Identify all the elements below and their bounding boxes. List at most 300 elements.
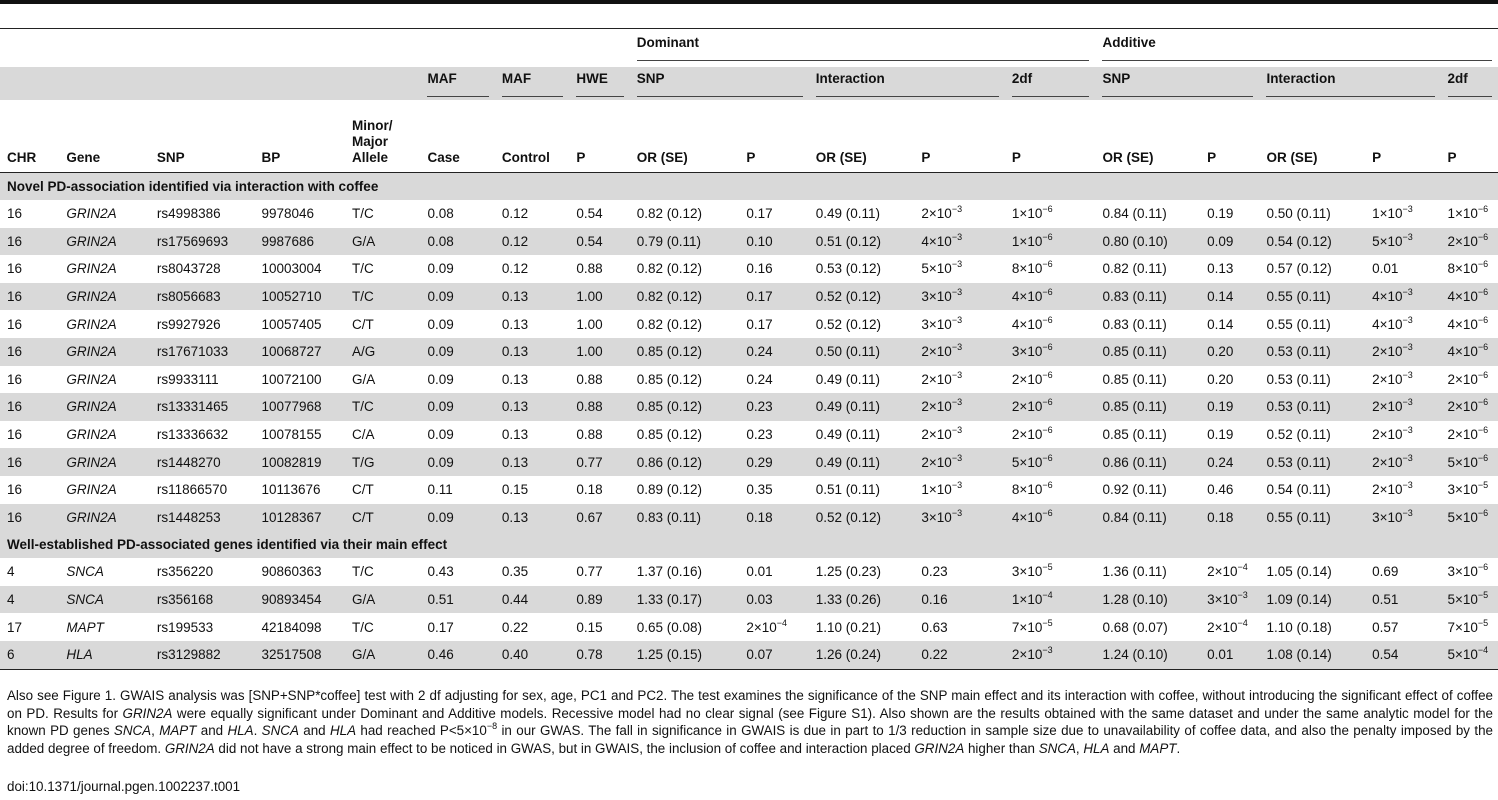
table-cell: 16 xyxy=(0,228,59,256)
table-cell: 0.01 xyxy=(1200,641,1259,669)
table-cell: 0.50 (0.11) xyxy=(1259,200,1365,228)
exponent: −3 xyxy=(1237,590,1248,601)
table-cell: T/C xyxy=(345,255,420,283)
table-cell: GRIN2A xyxy=(59,504,150,532)
table-cell: T/C xyxy=(345,558,420,586)
table-cell: $1\times 10^{-3}$ xyxy=(1365,200,1440,228)
table-cell: T/C xyxy=(345,613,420,641)
table-cell: 0.17 xyxy=(739,200,808,228)
table-cell: 0.11 xyxy=(420,476,494,504)
table-cell: 0.46 xyxy=(420,641,494,669)
table-row xyxy=(0,613,1498,641)
table-cell: C/A xyxy=(345,421,420,449)
table-cell: T/G xyxy=(345,448,420,476)
table-cell: 0.82 (0.11) xyxy=(1095,255,1200,283)
exponent: −4 xyxy=(1237,562,1248,573)
col-maf-case: Case xyxy=(427,150,460,165)
table-cell: $2\times 10^{-3}$ xyxy=(1365,476,1440,504)
table-cell: $2\times 10^{-3}$ xyxy=(1005,641,1096,669)
exponent: −6 xyxy=(1477,369,1489,380)
table-row xyxy=(0,393,1498,421)
table-cell: 1.00 xyxy=(569,338,629,366)
hdr-dominant-interaction: Interaction xyxy=(809,67,1005,100)
table-cell: $2\times 10^{-3}$ xyxy=(914,448,1005,476)
col-gene: Gene xyxy=(66,150,101,165)
table-cell: $4\times 10^{-6}$ xyxy=(1005,504,1096,532)
exponent: −3 xyxy=(951,507,963,518)
exponent: −5 xyxy=(1042,617,1053,628)
table-cell: 9978046 xyxy=(255,200,346,228)
table-cell: $3\times 10^{-3}$ xyxy=(914,310,1005,338)
table-cell: 10128367 xyxy=(255,504,346,532)
table-cell: 16 xyxy=(0,448,59,476)
exponent: −6 xyxy=(1042,231,1053,242)
exponent: −6 xyxy=(1477,397,1489,408)
table-cell: 16 xyxy=(0,255,59,283)
table-cell: $3\times 10^{-5}$ xyxy=(1441,476,1498,504)
table-cell: 1.10 (0.21) xyxy=(809,613,915,641)
table-cell: 0.54 xyxy=(1365,641,1440,669)
col-allele: Minor/ Major Allele xyxy=(352,118,393,165)
table-cell: G/A xyxy=(345,586,420,614)
table-cell: 0.18 xyxy=(739,504,808,532)
table-cell: rs8056683 xyxy=(150,283,255,311)
exponent: −3 xyxy=(951,369,963,380)
exponent: −6 xyxy=(1042,507,1053,518)
hdr-additive-interaction: Interaction xyxy=(1259,67,1440,100)
exponent: −4 xyxy=(776,617,788,628)
table-cell: 1.33 (0.26) xyxy=(809,586,915,614)
hdr-maf-2: MAF xyxy=(495,67,569,100)
table-cell: $2\times 10^{-4}$ xyxy=(739,613,808,641)
table-cell: 0.15 xyxy=(569,613,629,641)
table-cell: 16 xyxy=(0,366,59,394)
table-row xyxy=(0,504,1498,532)
table-cell: $3\times 10^{-3}$ xyxy=(914,504,1005,532)
table-cell: 1.08 (0.14) xyxy=(1259,641,1365,669)
exponent: −6 xyxy=(1042,259,1053,270)
table-cell: 0.29 xyxy=(739,448,808,476)
table-cell: GRIN2A xyxy=(59,200,150,228)
table-cell: 1.10 (0.18) xyxy=(1259,613,1365,641)
table-cell: 16 xyxy=(0,504,59,532)
table-cell: 0.85 (0.11) xyxy=(1095,421,1200,449)
exponent: −6 xyxy=(1477,507,1489,518)
table-cell: 0.80 (0.10) xyxy=(1095,228,1200,256)
table-cell: rs1448253 xyxy=(150,504,255,532)
section-heading: Novel PD-association identified via interaction with coffee xyxy=(0,173,1498,201)
table-cell: 10077968 xyxy=(255,393,346,421)
table-cell: 0.86 (0.11) xyxy=(1095,448,1200,476)
exponent: −6 xyxy=(1477,342,1489,353)
table-cell: 0.16 xyxy=(914,586,1005,614)
table-cell: rs17569693 xyxy=(150,228,255,256)
table-cell: 0.85 (0.12) xyxy=(630,393,740,421)
exponent: −6 xyxy=(1042,204,1053,215)
table-cell: $2\times 10^{-4}$ xyxy=(1200,613,1259,641)
table-cell: 0.85 (0.12) xyxy=(630,338,740,366)
exponent: −6 xyxy=(1042,369,1053,380)
table-cell: 0.49 (0.11) xyxy=(809,448,915,476)
table-cell: 0.46 xyxy=(1200,476,1259,504)
table-cell: 0.52 (0.11) xyxy=(1259,421,1365,449)
table-cell: 1.33 (0.17) xyxy=(630,586,740,614)
table-cell: $2\times 10^{-3}$ xyxy=(914,421,1005,449)
table-cell: $2\times 10^{-6}$ xyxy=(1005,366,1096,394)
hdr-dominant-snp: SNP xyxy=(630,67,809,100)
table-cell: 0.85 (0.11) xyxy=(1095,366,1200,394)
table-cell: 0.22 xyxy=(914,641,1005,669)
exponent: −3 xyxy=(1402,507,1413,518)
table-cell: $4\times 10^{-3}$ xyxy=(1365,283,1440,311)
table-cell: 0.82 (0.12) xyxy=(630,283,740,311)
table-cell: $2\times 10^{-3}$ xyxy=(1365,421,1440,449)
exponent: −6 xyxy=(1042,287,1053,298)
col-maf-control: Control xyxy=(501,150,550,165)
table-cell: $5\times 10^{-3}$ xyxy=(1365,228,1440,256)
table-cell: 16 xyxy=(0,310,59,338)
table-cell: 16 xyxy=(0,338,59,366)
exponent: −3 xyxy=(951,452,963,463)
table-cell: 0.13 xyxy=(1200,255,1259,283)
table-cell: C/T xyxy=(345,476,420,504)
table-cell: 0.19 xyxy=(1200,421,1259,449)
table-cell: 0.53 (0.12) xyxy=(809,255,915,283)
table-cell: GRIN2A xyxy=(59,283,150,311)
table-cell: 0.13 xyxy=(495,283,569,311)
table-cell: 0.83 (0.11) xyxy=(630,504,740,532)
exponent: −3 xyxy=(1402,231,1413,242)
table-row xyxy=(0,641,1498,669)
table-cell: rs11866570 xyxy=(150,476,255,504)
table-cell: G/A xyxy=(345,641,420,669)
table-cell: 0.55 (0.11) xyxy=(1259,283,1365,311)
table-cell: 0.67 xyxy=(569,504,629,532)
table-cell: 0.23 xyxy=(739,421,808,449)
table-cell: rs13331465 xyxy=(150,393,255,421)
table-cell: $1\times 10^{-3}$ xyxy=(914,476,1005,504)
exponent: −5 xyxy=(1042,562,1053,573)
table-cell: rs3129882 xyxy=(150,641,255,669)
table-cell: $4\times 10^{-6}$ xyxy=(1005,310,1096,338)
table-cell: 0.77 xyxy=(569,558,629,586)
table-cell: 0.35 xyxy=(739,476,808,504)
table-row xyxy=(0,586,1498,614)
table-cell: 42184098 xyxy=(255,613,346,641)
table-cell: 0.77 xyxy=(569,448,629,476)
hdr-additive-snp: SNP xyxy=(1095,67,1259,100)
table-cell: $1\times 10^{-6}$ xyxy=(1005,200,1096,228)
exponent: −6 xyxy=(1042,314,1053,325)
table-cell: 0.51 (0.11) xyxy=(809,476,915,504)
exponent: −3 xyxy=(1402,369,1413,380)
table-cell: 0.13 xyxy=(495,448,569,476)
table-cell: $2\times 10^{-3}$ xyxy=(1365,448,1440,476)
table-cell: 0.15 xyxy=(495,476,569,504)
table-cell: 0.13 xyxy=(495,504,569,532)
table-cell: 0.92 (0.11) xyxy=(1095,476,1200,504)
table-cell: 10057405 xyxy=(255,310,346,338)
table-cell: rs356220 xyxy=(150,558,255,586)
table-cell: 0.09 xyxy=(420,366,494,394)
table-cell: T/C xyxy=(345,283,420,311)
table-cell: 0.88 xyxy=(569,393,629,421)
exponent: −3 xyxy=(1402,287,1413,298)
hdr-additive-2df: 2df xyxy=(1441,67,1498,100)
table-cell: 0.09 xyxy=(420,310,494,338)
table-cell: 1.26 (0.24) xyxy=(809,641,915,669)
table-cell: $4\times 10^{-3}$ xyxy=(1365,310,1440,338)
table-cell: $2\times 10^{-4}$ xyxy=(1200,558,1259,586)
exponent: −3 xyxy=(1402,480,1413,491)
table-row xyxy=(0,448,1498,476)
table-row xyxy=(0,421,1498,449)
table-cell: $2\times 10^{-3}$ xyxy=(914,338,1005,366)
table-cell: 0.88 xyxy=(569,421,629,449)
exponent: −6 xyxy=(1042,425,1053,436)
table-cell: $7\times 10^{-5}$ xyxy=(1441,613,1498,641)
table-cell: 0.20 xyxy=(1200,338,1259,366)
table-cell: 0.40 xyxy=(495,641,569,669)
exponent: −4 xyxy=(1237,617,1248,628)
exponent: −3 xyxy=(1402,204,1413,215)
table-cell: 16 xyxy=(0,476,59,504)
exponent: −6 xyxy=(1042,397,1053,408)
table-cell: 0.55 (0.11) xyxy=(1259,310,1365,338)
table-cell: 0.09 xyxy=(420,255,494,283)
table-cell: 0.09 xyxy=(420,393,494,421)
table-cell: 10003004 xyxy=(255,255,346,283)
table-cell: 0.83 (0.11) xyxy=(1095,283,1200,311)
table-cell: 0.09 xyxy=(420,338,494,366)
exponent: −6 xyxy=(1477,314,1489,325)
results-table xyxy=(0,28,1498,670)
table-row xyxy=(0,283,1498,311)
table-cell: $5\times 10^{-6}$ xyxy=(1005,448,1096,476)
table-cell: 0.82 (0.12) xyxy=(630,310,740,338)
table-cell: 0.86 (0.12) xyxy=(630,448,740,476)
table-cell: 0.23 xyxy=(739,393,808,421)
table-cell: $8\times 10^{-6}$ xyxy=(1005,476,1096,504)
table-cell: $2\times 10^{-6}$ xyxy=(1441,228,1498,256)
table-cell: 0.24 xyxy=(739,338,808,366)
exponent: −3 xyxy=(951,287,963,298)
table-row xyxy=(0,338,1498,366)
table-row xyxy=(0,200,1498,228)
table-cell: 0.20 xyxy=(1200,366,1259,394)
table-cell: 0.19 xyxy=(1200,393,1259,421)
table-cell: 0.14 xyxy=(1200,310,1259,338)
table-cell: 0.24 xyxy=(739,366,808,394)
group-additive: Additive xyxy=(1095,29,1498,68)
table-cell: 0.23 xyxy=(914,558,1005,586)
table-row xyxy=(0,228,1498,256)
table-cell: 10052710 xyxy=(255,283,346,311)
exponent: −3 xyxy=(951,397,963,408)
table-body xyxy=(0,173,1498,670)
table-cell: SNCA xyxy=(59,586,150,614)
exponent: −6 xyxy=(1477,259,1489,270)
table-cell: GRIN2A xyxy=(59,366,150,394)
top-rule xyxy=(0,0,1498,4)
table-cell: 0.79 (0.11) xyxy=(630,228,740,256)
table-cell: 0.54 (0.12) xyxy=(1259,228,1365,256)
exponent: −3 xyxy=(951,425,963,436)
table-cell: 0.52 (0.12) xyxy=(809,504,915,532)
table-cell: 4 xyxy=(0,558,59,586)
table-cell: 0.49 (0.11) xyxy=(809,366,915,394)
table-cell: 0.03 xyxy=(739,586,808,614)
table-cell: 10082819 xyxy=(255,448,346,476)
exponent: −3 xyxy=(951,314,963,325)
table-cell: 0.07 xyxy=(739,641,808,669)
table-cell: 0.14 xyxy=(1200,283,1259,311)
table-cell: 0.18 xyxy=(569,476,629,504)
exponent: −6 xyxy=(1477,452,1489,463)
table-cell: 0.09 xyxy=(420,504,494,532)
exponent: −3 xyxy=(1402,452,1413,463)
table-cell: rs356168 xyxy=(150,586,255,614)
table-cell: 9987686 xyxy=(255,228,346,256)
table-cell: $5\times 10^{-3}$ xyxy=(914,255,1005,283)
table-cell: 0.84 (0.11) xyxy=(1095,200,1200,228)
section-heading-row xyxy=(0,531,1498,558)
table-footnote: Also see Figure 1. GWAIS analysis was [SNP+SNP*coffee] test with 2 df adjusting for sex, age, PC1 and PC2. The test examines the significance of the SNP main effect and its interaction with coffee, without introducing the significant effect of coffee on PD. Results for GRIN2A were equally significant under Dominant and Additive models. Recessive model had no clear signal (see Figure S1). Also shown are the results obtained with the same dataset and under the same analytic model for the known PD genes SNCA, MAPT and HLA. SNCA and HLA had reached $P<5\times 10^{-8}$ in our GWAS. The fall in significance in GWAIS is due in part to 1/3 reduction in sample size due to unavailability of coffee data, and also the penalty imposed by the added degree of freedom. GRIN2A did not have a strong main effect to be noticed in GWAS, but in GWAIS, the inclusion of coffee and interaction placed GRIN2A higher than SNCA, HLA and MAPT. xyxy=(7,688,1493,756)
table-cell: 1.28 (0.10) xyxy=(1095,586,1200,614)
table-cell: 1.05 (0.14) xyxy=(1259,558,1365,586)
exponent: −3 xyxy=(951,259,963,270)
exponent: −5 xyxy=(1477,590,1489,601)
table-cell: $8\times 10^{-6}$ xyxy=(1005,255,1096,283)
table-cell: 0.18 xyxy=(1200,504,1259,532)
table-cell: 0.52 (0.12) xyxy=(809,283,915,311)
table-cell: GRIN2A xyxy=(59,310,150,338)
table-cell: 0.88 xyxy=(569,255,629,283)
table-cell: 1.37 (0.16) xyxy=(630,558,740,586)
col-dom-snp-p: P xyxy=(746,150,756,165)
exponent: −3 xyxy=(951,204,963,215)
exponent: −3 xyxy=(1402,397,1413,408)
header-row-groups xyxy=(0,29,1498,68)
table-cell: $2\times 10^{-3}$ xyxy=(914,366,1005,394)
table-cell: 10113676 xyxy=(255,476,346,504)
table-cell: 0.01 xyxy=(739,558,808,586)
table-cell: 16 xyxy=(0,393,59,421)
table-cell: 0.54 xyxy=(569,228,629,256)
table-cell: 0.83 (0.11) xyxy=(1095,310,1200,338)
col-dom-int-p: P xyxy=(921,150,931,165)
table-cell: 0.88 xyxy=(569,366,629,394)
exponent: −6 xyxy=(1477,562,1489,573)
table-cell: A/G xyxy=(345,338,420,366)
table-cell: $2\times 10^{-3}$ xyxy=(1365,393,1440,421)
exponent: −3 xyxy=(951,231,963,242)
table-cell: 1.00 xyxy=(569,283,629,311)
exponent: −6 xyxy=(1477,425,1489,436)
section-heading-row xyxy=(0,173,1498,201)
exponent: −3 xyxy=(1042,645,1053,656)
table-cell: 32517508 xyxy=(255,641,346,669)
table-cell: T/C xyxy=(345,393,420,421)
table-cell: $5\times 10^{-4}$ xyxy=(1441,641,1498,669)
table-cell: 0.50 (0.11) xyxy=(809,338,915,366)
table-row xyxy=(0,476,1498,504)
table-cell: rs9927926 xyxy=(150,310,255,338)
col-add-int-or: OR (SE) xyxy=(1266,150,1318,165)
table-row xyxy=(0,558,1498,586)
exponent: −6 xyxy=(1042,480,1053,491)
table-cell: $5\times 10^{-5}$ xyxy=(1441,586,1498,614)
doi-line: doi:10.1371/journal.pgen.1002237.t001 xyxy=(7,779,241,794)
table-row xyxy=(0,255,1498,283)
col-snp: SNP xyxy=(156,150,185,165)
table-cell: 0.35 xyxy=(495,558,569,586)
table-cell: 0.65 (0.08) xyxy=(630,613,740,641)
table-cell: 0.53 (0.11) xyxy=(1259,366,1365,394)
table-cell: $4\times 10^{-6}$ xyxy=(1441,338,1498,366)
table-cell: 0.82 (0.12) xyxy=(630,200,740,228)
table-cell: 0.49 (0.11) xyxy=(809,393,915,421)
table-cell: 0.52 (0.12) xyxy=(809,310,915,338)
results-table-container xyxy=(0,28,1498,670)
table-cell: rs8043728 xyxy=(150,255,255,283)
table-cell: $2\times 10^{-6}$ xyxy=(1441,393,1498,421)
table-cell: 0.85 (0.11) xyxy=(1095,393,1200,421)
col-add-snp-or: OR (SE) xyxy=(1102,150,1154,165)
table-cell: 0.13 xyxy=(495,310,569,338)
table-cell: 16 xyxy=(0,421,59,449)
table-cell: 1.25 (0.23) xyxy=(809,558,915,586)
exponent: −6 xyxy=(1477,204,1489,215)
col-add-snp-p: P xyxy=(1207,150,1217,165)
table-cell: 0.49 (0.11) xyxy=(809,421,915,449)
table-cell: SNCA xyxy=(59,558,150,586)
table-cell: GRIN2A xyxy=(59,448,150,476)
table-cell: 0.89 (0.12) xyxy=(630,476,740,504)
table-cell: $2\times 10^{-6}$ xyxy=(1441,366,1498,394)
table-cell: C/T xyxy=(345,504,420,532)
table-cell: 0.78 xyxy=(569,641,629,669)
table-cell: 0.12 xyxy=(495,228,569,256)
table-cell: 0.51 xyxy=(420,586,494,614)
header-row-columns xyxy=(0,100,1498,173)
table-cell: 0.54 (0.11) xyxy=(1259,476,1365,504)
table-cell: HLA xyxy=(59,641,150,669)
table-row xyxy=(0,366,1498,394)
exponent: −4 xyxy=(1042,590,1053,601)
table-cell: 1.36 (0.11) xyxy=(1095,558,1200,586)
table-cell: 0.13 xyxy=(495,421,569,449)
col-dom-snp-or: OR (SE) xyxy=(636,150,688,165)
table-cell: GRIN2A xyxy=(59,338,150,366)
table-cell: $4\times 10^{-6}$ xyxy=(1441,283,1498,311)
table-cell: GRIN2A xyxy=(59,228,150,256)
table-cell: 0.13 xyxy=(495,366,569,394)
header-row-subgroups xyxy=(0,67,1498,100)
table-cell: 0.09 xyxy=(1200,228,1259,256)
table-cell: 0.51 xyxy=(1365,586,1440,614)
table-cell: C/T xyxy=(345,310,420,338)
col-bp: BP xyxy=(261,150,281,165)
exponent: −6 xyxy=(1042,452,1053,463)
table-cell: 0.69 xyxy=(1365,558,1440,586)
table-cell: 0.08 xyxy=(420,200,494,228)
table-cell: 90893454 xyxy=(255,586,346,614)
table-cell: 4 xyxy=(0,586,59,614)
table-cell: $2\times 10^{-3}$ xyxy=(1365,366,1440,394)
table-cell: $8\times 10^{-6}$ xyxy=(1441,255,1498,283)
table-cell: 0.57 xyxy=(1365,613,1440,641)
